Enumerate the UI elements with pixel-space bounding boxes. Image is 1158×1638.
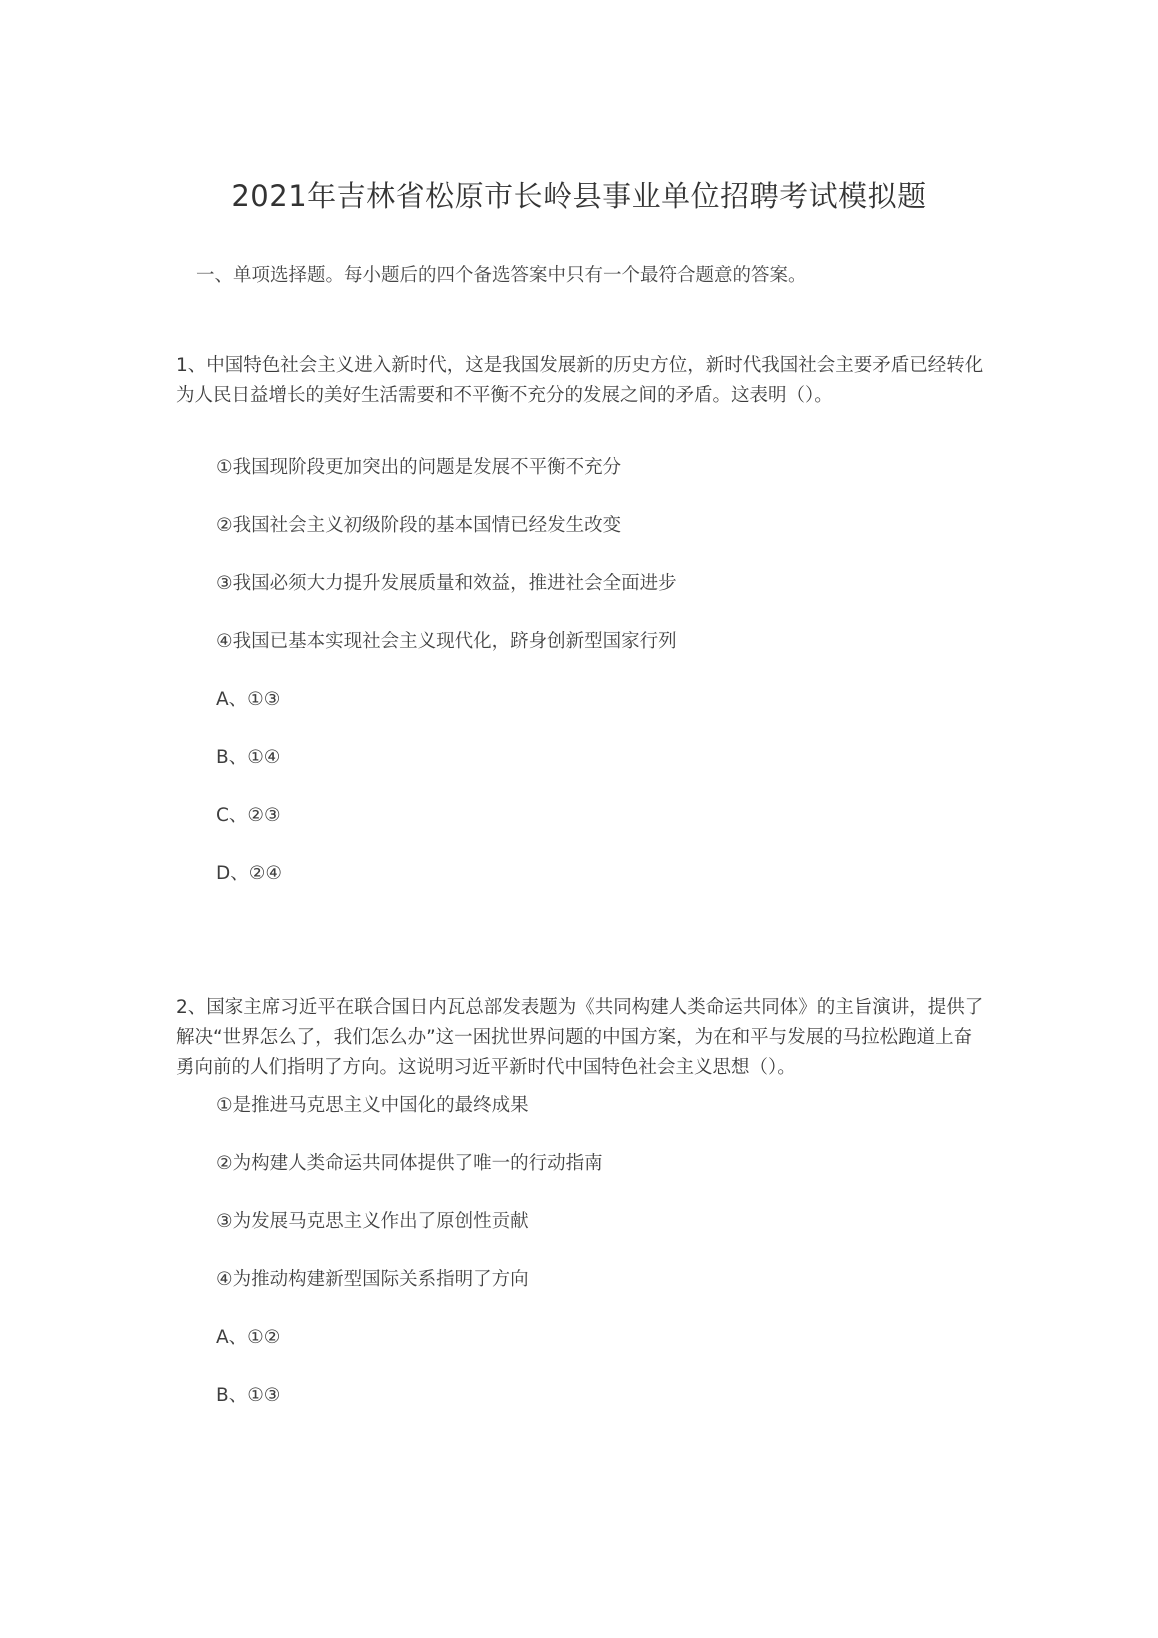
question-1-option-b: B、①④ — [216, 747, 281, 768]
question-1-stem — [176, 351, 986, 411]
question-2-statement-1: ①是推进马克思主义中国化的最终成果 — [216, 1095, 529, 1116]
question-2-stem — [176, 993, 986, 1083]
question-1-statement-2: ②我国社会主义初级阶段的基本国情已经发生改变 — [216, 515, 622, 536]
question-1-statement-4: ④我国已基本实现社会主义现代化，跻身创新型国家行列 — [216, 631, 677, 652]
question-stem-text: 2、国家主席习近平在联合国日内瓦总部发表题为《共同构建人类命运共同体》的主旨演讲，提供了解决“世界怎么了，我们怎么办”这一困扰世界问题的中国方案，为在和平与发展的马拉松跑道上奋勇向前的人们指明了方向。这说明习近平新时代中国特色社会主义思想（）。 — [176, 997, 984, 1078]
question-2-statement-4: ④为推动构建新型国际关系指明了方向 — [216, 1269, 529, 1290]
question-1-statement-1: ①我国现阶段更加突出的问题是发展不平衡不充分 — [216, 457, 622, 478]
question-1-option-a: A、①③ — [216, 689, 281, 710]
page-title: 2021年吉林省松原市长岭县事业单位招聘考试模拟题 — [231, 179, 927, 213]
question-1-option-d: D、②④ — [216, 863, 282, 884]
question-2-statement-3: ③为发展马克思主义作出了原创性贡献 — [216, 1211, 529, 1232]
question-stem-text: 1、中国特色社会主义进入新时代，这是我国发展新的历史方位，新时代我国社会主要矛盾已经转化为人民日益增长的美好生活需要和不平衡不充分的发展之间的矛盾。这表明（）。 — [176, 355, 984, 406]
question-1-option-c: C、②③ — [216, 805, 281, 826]
question-1-statement-3: ③我国必须大力提升发展质量和效益，推进社会全面进步 — [216, 573, 677, 594]
section-heading: 一、单项选择题。每小题后的四个备选答案中只有一个最符合题意的答案。 — [196, 265, 807, 286]
question-2-option-b: B、①③ — [216, 1385, 281, 1406]
question-2-option-a: A、①② — [216, 1327, 281, 1348]
question-2-statement-2: ②为构建人类命运共同体提供了唯一的行动指南 — [216, 1153, 603, 1174]
